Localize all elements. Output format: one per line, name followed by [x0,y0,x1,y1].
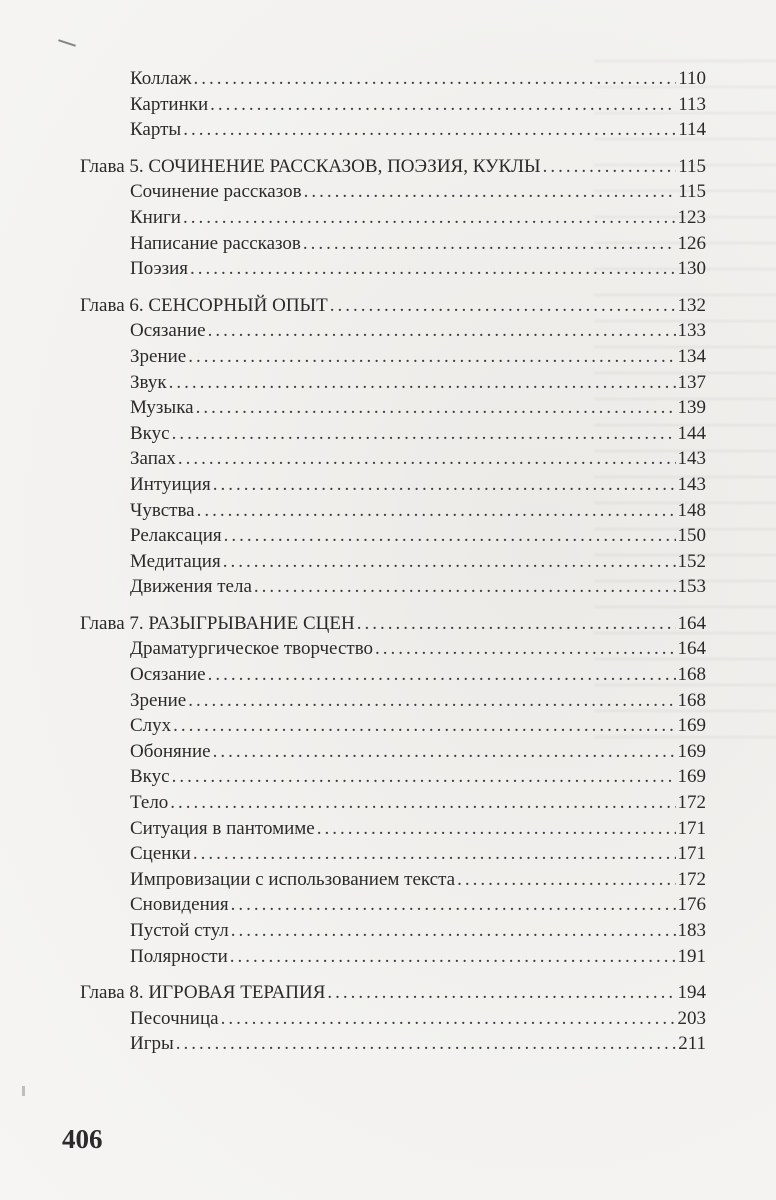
dot-leader [194,66,677,92]
toc-entry [80,179,706,205]
toc-entry [80,739,706,765]
dot-leader [178,446,676,472]
toc-entry-title: Осязание [130,664,206,686]
toc-entry [80,66,706,92]
dot-leader [317,816,676,842]
toc-entry [80,549,706,575]
toc-entry [80,205,706,231]
toc-chapter-entry [80,611,706,637]
toc-entry [80,117,706,143]
toc-entry [80,498,706,524]
toc-entry-page: 211 [678,1033,706,1055]
toc-entry-title: Слух [130,715,172,737]
toc-entry-page: 164 [677,638,706,660]
toc-entry-page: 203 [677,1007,706,1029]
dot-leader [221,1006,676,1032]
toc-entry-title: Драматургическое творчество [130,638,374,660]
toc-entry-title: Сочинение рассказов [130,181,302,203]
dot-leader [188,344,675,370]
toc-entry-title: Пустой стул [130,920,229,941]
toc-entry-page: 123 [677,206,706,228]
table-of-contents [80,66,706,1057]
dot-leader [208,318,676,344]
toc-entry-title: Глава 8. ИГРОВАЯ ТЕРАПИЯ [80,982,326,1004]
dot-leader [210,92,676,118]
toc-entry-title: Импровизации с использованием текста [130,868,456,890]
dot-leader [172,421,676,447]
toc-entry [80,790,706,816]
toc-entry-title: Поэзия [130,258,189,280]
dot-leader [208,662,676,688]
toc-entry-page: 115 [678,181,706,203]
toc-entry-title: Запах [130,448,176,470]
toc-entry [80,344,706,370]
toc-entry-title: Вкус [130,422,170,444]
toc-entry-title: Релаксация [130,525,222,547]
toc-entry [80,688,706,714]
toc-entry-page: 191 [677,945,706,967]
toc-entry-page: 169 [677,715,706,737]
dot-leader [188,688,675,714]
toc-entry-page: 172 [677,868,706,890]
toc-entry-title: Звук [130,371,167,393]
toc-entry [80,867,706,893]
dot-leader [457,867,675,893]
toc-entry-title: Коллаж [130,68,192,89]
toc-entry-title: Полярности [130,945,228,967]
dot-leader [197,498,676,524]
dot-leader [196,395,676,421]
dot-leader [173,713,675,739]
toc-entry-title: Движения тела [130,576,252,598]
dot-leader [223,549,676,575]
toc-entry-title: Карты [130,119,182,141]
toc-entry [80,92,706,118]
dot-leader [254,574,676,600]
dot-leader [231,918,676,944]
toc-entry [80,256,706,282]
toc-entry-page: 148 [677,499,706,521]
dot-leader [183,117,676,143]
toc-chapter-entry [80,154,706,180]
toc-entry-page: 153 [677,576,706,598]
dot-leader [224,523,676,549]
dot-leader [231,892,676,918]
dot-leader [543,154,677,180]
toc-entry [80,472,706,498]
toc-entry-title: Игры [130,1033,174,1055]
toc-entry-page: 143 [677,448,706,470]
toc-entry [80,231,706,257]
toc-entry-page: 172 [677,792,706,814]
dot-leader [190,256,675,282]
page-number: 406 [62,1124,103,1154]
toc-entry [80,421,706,447]
toc-entry [80,841,706,867]
dot-leader [193,841,676,867]
toc-entry [80,574,706,600]
toc-entry-page: 150 [677,525,706,547]
toc-entry [80,816,706,842]
toc-entry-page: 114 [678,119,706,141]
dot-leader [176,1031,676,1057]
toc-entry-title: Чувства [130,499,195,521]
dot-leader [170,790,675,816]
toc-entry-title: Медитация [130,550,221,572]
pencil-mark [22,1086,25,1096]
toc-entry [80,636,706,662]
toc-entry-title: Интуиция [130,473,211,495]
toc-entry-title: Зрение [130,345,187,367]
toc-entry-page: 144 [677,422,706,444]
dot-leader [169,370,676,396]
toc-entry-page: 168 [677,689,706,711]
toc-entry-title: Вкус [130,766,170,788]
toc-entry [80,318,706,344]
toc-entry-title: Песочница [130,1007,219,1029]
toc-entry-page: 176 [677,894,706,916]
toc-entry-page: 126 [677,232,706,254]
dot-leader [375,636,675,662]
toc-entry-page: 133 [677,320,706,342]
toc-entry [80,918,706,944]
toc-entry-title: Обоняние [130,740,211,762]
toc-entry [80,1006,706,1032]
toc-entry [80,370,706,396]
dot-leader [230,944,676,970]
dot-leader [172,764,676,790]
dot-leader [213,739,676,765]
toc-chapter-entry [80,293,706,319]
toc-entry-page: 139 [677,397,706,419]
toc-entry [80,1031,706,1057]
toc-entry-page: 113 [678,93,706,115]
toc-entry [80,662,706,688]
toc-entry [80,395,706,421]
toc-entry-page: 171 [677,843,706,865]
toc-entry [80,944,706,970]
toc-entry-page: 194 [677,982,706,1004]
toc-entry-page: 134 [677,345,706,367]
toc-entry-title: Тело [130,792,169,814]
toc-entry [80,713,706,739]
toc-entry-title: Музыка [130,397,194,419]
toc-entry-page: 137 [677,371,706,393]
toc-entry-page: 152 [677,550,706,572]
dot-leader [330,293,676,319]
toc-chapter-entry [80,980,706,1006]
dot-leader [327,980,675,1006]
toc-entry [80,764,706,790]
toc-entry-title: Глава 7. РАЗЫГРЫВАНИЕ СЦЕН [80,612,355,634]
toc-entry-title: Сценки [130,843,191,865]
toc-entry-page: 130 [677,258,706,280]
toc-entry-page: 132 [677,294,706,316]
toc-entry [80,892,706,918]
toc-entry-page: 183 [677,920,706,941]
toc-entry-page: 169 [677,766,706,788]
toc-entry-title: Сновидения [130,894,229,916]
dot-leader [213,472,676,498]
toc-entry-page: 115 [678,155,706,177]
toc-entry-page: 169 [677,740,706,762]
toc-entry-title: Картинки [130,93,209,115]
dot-leader [304,179,677,205]
toc-entry-title: Глава 5. СОЧИНЕНИЕ РАССКАЗОВ, ПОЭЗИЯ, КУКЛЫ [80,155,541,177]
toc-entry-title: Зрение [130,689,187,711]
toc-entry [80,523,706,549]
toc-entry-title: Ситуация в пантомиме [130,817,315,839]
toc-entry-page: 143 [677,473,706,495]
toc-entry [80,446,706,472]
toc-entry-page: 164 [677,612,706,634]
toc-entry-page: 168 [677,664,706,686]
toc-entry-title: Глава 6. СЕНСОРНЫЙ ОПЫТ [80,294,328,316]
toc-entry-title: Написание рассказов [130,232,301,254]
dot-leader [303,231,676,257]
toc-entry-title: Книги [130,206,181,228]
toc-entry-title: Осязание [130,320,206,342]
dot-leader [357,611,676,637]
dot-leader [183,205,676,231]
toc-entry-page: 171 [677,817,706,839]
toc-entry-page: 110 [678,68,706,89]
